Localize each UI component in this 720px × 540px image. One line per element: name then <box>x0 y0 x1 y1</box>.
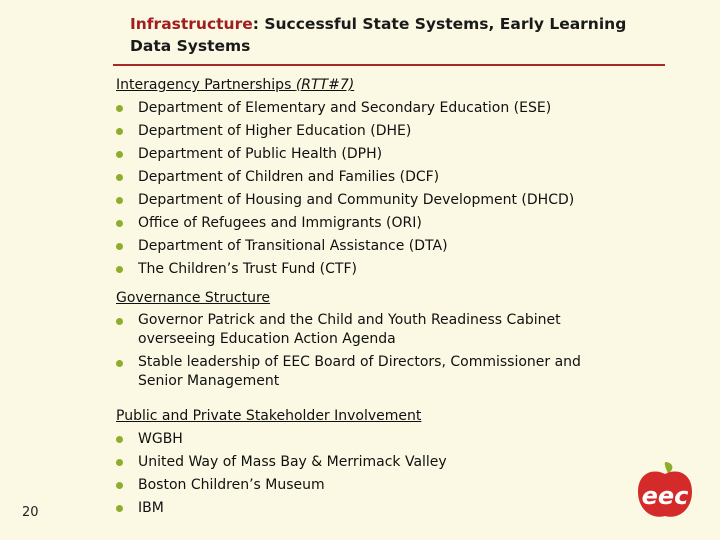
list-item <box>116 474 447 497</box>
bullet-icon <box>116 105 123 112</box>
partnerships-heading-note: (RTT#7) <box>295 77 355 93</box>
list-item <box>116 212 574 235</box>
list-item-text: IBM <box>138 500 164 516</box>
list-item-text: Boston Children’s Museum <box>138 477 325 493</box>
bullet-icon <box>116 318 123 325</box>
title-accent: Infrastructure <box>130 15 253 33</box>
list-item <box>116 309 581 351</box>
slide-title <box>130 13 710 57</box>
stakeholders-heading: Public and Private Stakeholder Involvement <box>116 408 422 424</box>
partnerships-list <box>116 97 574 281</box>
bullet-icon <box>116 436 123 443</box>
partnerships-heading-text: Interagency Partnerships <box>116 77 296 93</box>
list-item-text: Department of Children and Families (DCF) <box>138 169 440 185</box>
partnerships-heading <box>116 74 574 97</box>
bullet-icon <box>116 482 123 489</box>
list-item <box>116 189 574 212</box>
list-item <box>116 258 574 281</box>
list-item-text: Governor Patrick and the Child and Youth Readiness Cabinet <box>138 312 561 328</box>
logo-text: eec <box>641 482 689 510</box>
page-number: 20 <box>22 505 39 520</box>
list-item <box>116 428 447 451</box>
bullet-icon <box>116 197 123 204</box>
list-item-text: Department of Transitional Assistance (DTA) <box>138 238 448 254</box>
bullet-icon <box>116 459 123 466</box>
stakeholders-list <box>116 428 447 520</box>
governance-list <box>116 309 581 393</box>
list-item <box>116 97 574 120</box>
partnerships-section <box>116 74 574 281</box>
bullet-icon <box>116 128 123 135</box>
eec-apple-logo-icon <box>634 460 696 522</box>
list-item <box>116 235 574 258</box>
list-item-text-cont: Senior Management <box>138 373 280 389</box>
title-rest-line1: : Successful State Systems, Early Learning <box>252 15 627 33</box>
list-item <box>116 143 574 166</box>
bullet-icon <box>116 220 123 227</box>
stakeholders-section <box>116 405 447 520</box>
bullet-icon <box>116 151 123 158</box>
bullet-icon <box>116 174 123 181</box>
governance-section <box>116 288 581 393</box>
list-item-text: The Children’s Trust Fund (CTF) <box>138 261 357 277</box>
list-item-text: Department of Housing and Community Development (DHCD) <box>138 192 575 208</box>
list-item-text-cont: overseeing Education Action Agenda <box>138 331 396 347</box>
title-divider <box>113 64 665 66</box>
governance-heading: Governance Structure <box>116 290 271 306</box>
list-item-text: Office of Refugees and Immigrants (ORI) <box>138 215 422 231</box>
list-item-text: Department of Elementary and Secondary Education (ESE) <box>138 100 552 116</box>
list-item <box>116 451 447 474</box>
list-item-text: Department of Public Health (DPH) <box>138 146 383 162</box>
bullet-icon <box>116 243 123 250</box>
list-item-text: WGBH <box>138 431 183 447</box>
list-item-text: Department of Higher Education (DHE) <box>138 123 412 139</box>
bullet-icon <box>116 360 123 367</box>
bullet-icon <box>116 266 123 273</box>
list-item <box>116 166 574 189</box>
title-rest-line2: Data Systems <box>130 37 251 55</box>
list-item <box>116 351 581 393</box>
list-item <box>116 120 574 143</box>
list-item <box>116 497 447 520</box>
list-item-text: Stable leadership of EEC Board of Directors, Commissioner and <box>138 354 581 370</box>
bullet-icon <box>116 505 123 512</box>
list-item-text: United Way of Mass Bay & Merrimack Valley <box>138 454 447 470</box>
